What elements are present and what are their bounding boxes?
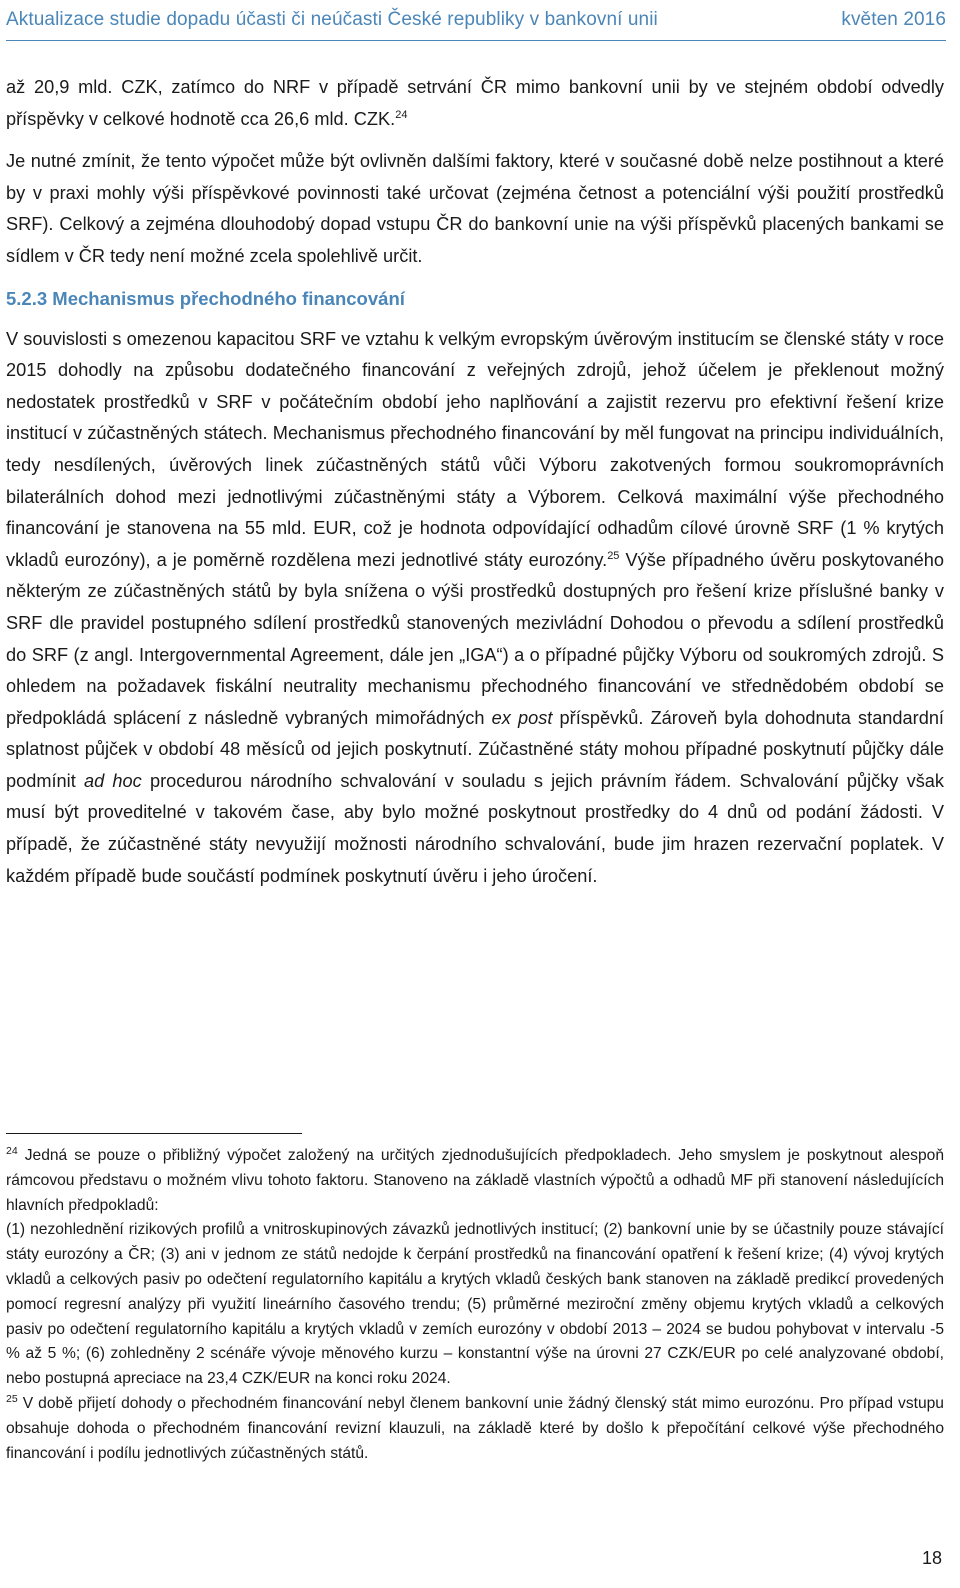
paragraph-mechanism: V souvislosti s omezenou kapacitou SRF ve vztahu k velkým evropským úvěrovým institucím se členské státy v roce 2015 dohodly na způsobu dodatečného financování z veřejných zdrojů, jehož účelem je překlenout možný nedostatek prostředků v SRF v počátečním období jeho naplňování a zajistit rezervu pro efektivní řešení krize institucí v zúčastněných státech. Mechanismus přechodného financování by měl fungovat na principu individuálních, tedy nesdílených, úvěrových linek zúčastněných států vůči Výboru zakotvených formou soukromoprávních bilaterálních dohod mezi jednotlivými zúčastněnými státy a Výborem. Celková maximální výše přechodného financování je stanovena na 55 mld. EUR, což je hodnota odpovídající odhadům cílové úrovně SRF (1 % krytých vkladů eurozóny), a je poměrně rozdělena mezi jednotlivé státy eurozóny.$^{25}$ Výše případného úvěru poskytovaného některým ze zúčastněných států by byla snížena o výši prostředků dostupných pro řešení krize příslušné banky v SRF dle pravidel postupného sdílení prostředků stanovených mezivládní Dohodou o převodu a sdílení prostředků do SRF (z angl. Intergovernmental Agreement, dále jen „IGA“) a o případné půjčky Výboru od soukromých zdrojů. S ohledem na požadavek fiskální neutrality mechanismu přechodného financování ve střednědobém období se předpokládá splácení z následně vybraných mimořádných ex post příspěvků. Zároveň byla dohodnuta standardní splatnost půjček v období 48 měsíců od jejich poskytnutí. Zúčastněné státy mohou případné poskytnutí půjčky dále podmínit ad hoc procedurou národního schvalování v souladu s jejich právním řádem. Schvalování půjčky však musí být proveditelné v takovém čase, aby bylo možné poskytnout prostředky do 4 dnů od podání žádosti. V případě, že zúčastněné státy nevyužijí možnosti národního schvalování, bude jim hrazen rezervační poplatek. V každém případě bude součástí podmínek poskytnutí úvěru i jeho úročení. bbox=[6, 328, 945, 886]
footnote-divider bbox=[6, 1133, 302, 1134]
footnote-number-25: 25 bbox=[6, 1392, 18, 1405]
italic-term-ex-post: ex post bbox=[491, 707, 553, 728]
footnote-number-24: 24 bbox=[6, 1144, 18, 1157]
running-header bbox=[6, 4, 946, 36]
footnote-ref-24[interactable]: 24 bbox=[395, 108, 408, 121]
footnotes bbox=[6, 1144, 944, 1466]
section-heading: 5.2.3 Mechanismus přechodného financování bbox=[6, 287, 405, 309]
footnote-ref-25[interactable]: 25 bbox=[607, 549, 620, 562]
header-divider bbox=[6, 40, 946, 41]
italic-term-ad-hoc: ad hoc bbox=[83, 770, 142, 791]
main-content bbox=[6, 72, 944, 892]
header-title: Aktualizace studie dopadu účasti či neúčasti České republiky v bankovní unii bbox=[6, 9, 658, 30]
footnote-25: $^{25}$ V době přijetí dohody o přechodném financování nebyl členem bankovní unie žádný členský stát mimo eurozónu. Pro případ vstupu obsahuje dohoda o přechodném financování revizní klauzuli, na základě které by došlo k přepočítání celkové výše přechodného financování i podílu jednotlivých zúčastněných států. bbox=[6, 1392, 944, 1462]
footnote-24-assumptions: (1) nezohlednění rizikových profilů a vnitroskupinových závazků jednotlivých institucí; (2) bankovní unie by se účastnily pouze stávající státy eurozóny a ČR; (3) ani v jednom ze států nedojde k čerpání prostředků na financování opatření k řešení krize; (4) vývoj krytých vkladů a celkových pasiv po odečtení regulatorního kapitálu a krytých vkladů českých bank stanoven na základě predikcí provedených pomocí regresní analýzy při využití lineárního časového trendu; (5) průměrné meziroční změny objemu krytých vkladů a celkových pasiv po odečtení regulatorního kapitálu a krytých vkladů v zemích eurozóny v období 2013 – 2024 se budou pohybovat v intervalu -5 % až 5 %; (6) zohledněny 2 scénáře vývoje měnového kurzu – konstantní výše na úrovni 27 CZK/EUR po celé analyzované období, nebo postupná apreciace na 23,4 CZK/EUR na konci roku 2024. bbox=[6, 1221, 944, 1388]
page-number: 18 bbox=[921, 1548, 942, 1568]
paragraph-contributions: až 20,9 mld. CZK, zatímco do NRF v případě setrvání ČR mimo bankovní unii by ve stejném období odvedly příspěvky v celkové hodnotě cca 26,6 mld. CZK.$^{24}$ bbox=[6, 77, 944, 129]
footnote-24: $^{24}$ Jedná se pouze o přibližný výpočet založený na určitých zjednodušujících předpokladech. Jeho smyslem je poskytnout alespoň rámcovou představu o možném vlivu tohoto faktoru. Stanoveno na základě vlastních výpočtů a odhadů MF při stanovení následujících hlavních předpokladů: bbox=[6, 1144, 944, 1214]
paragraph-factors: Je nutné zmínit, že tento výpočet může být ovlivněn dalšími faktory, které v současné době nelze postihnout a které by v praxi mohly výši příspěvkové povinnosti také určovat (zejména četnost a potenciální výši použití prostředků SRF). Celkový a zejména dlouhodobý dopad vstupu ČR do bankovní unie na výši příspěvků placených bankami se sídlem v ČR tedy není možné zcela spolehlivě určit. bbox=[6, 151, 944, 266]
header-date: květen 2016 bbox=[841, 9, 946, 30]
